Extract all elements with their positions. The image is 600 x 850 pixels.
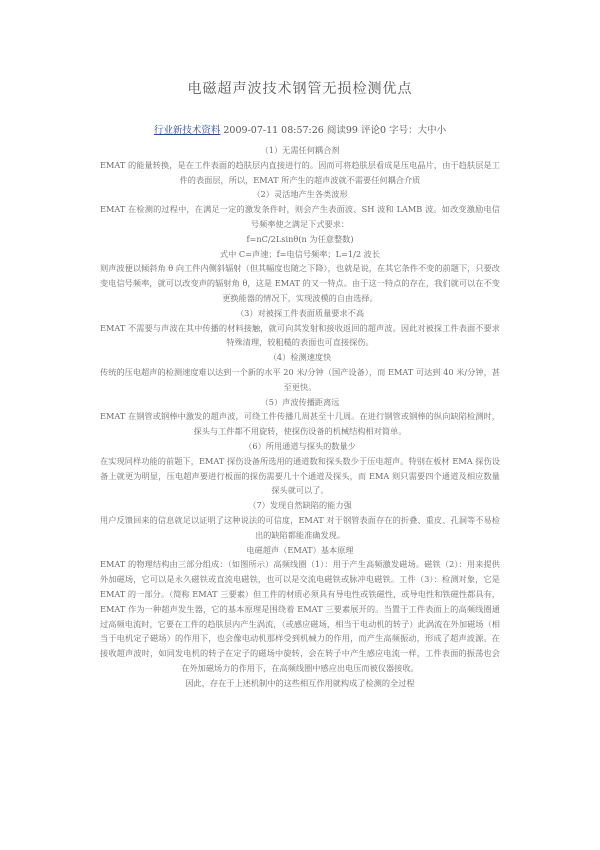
category-link[interactable]: 行业新技术资料	[153, 125, 221, 136]
paragraph-surface-quality: EMAT 不需要与声波在其中传播的材料接触，就可向其发射和接收返回的超声波。因此对被探工件表面不要求特殊清理，较粗糙的表面也可直接探伤。	[100, 322, 500, 348]
article-body	[100, 143, 500, 690]
post-datetime: 2009-07-11 08:57:26	[223, 125, 324, 136]
heading-wave-modes: （2）灵活地产生各类波形	[252, 189, 348, 200]
paragraph-defects: 用户反馈回来的信息就足以证明了这种说法的可信度，EMAT 对于钢管表面存在的折叠、重皮、孔洞等不易检出的缺陷都能准确发现。	[100, 514, 500, 540]
font-size-small[interactable]: 小	[436, 125, 447, 136]
heading-speed: （4）检测速度快	[268, 352, 332, 363]
formula: f=nC/2Lsinθ(n 为任意整数)	[246, 233, 354, 244]
paragraph-wave-modes: EMAT 在检测的过程中，在满足一定的激发条件时，则会产生表面波、SH 波和 LAMB 波。如改变激励电信号频率使之满足下式要求：	[100, 204, 500, 229]
article-meta	[0, 122, 600, 136]
read-count: 阅读99	[326, 125, 358, 136]
comment-count: 评论0	[361, 125, 387, 136]
heading-distance: （5）声波传播距离远	[260, 396, 340, 407]
font-size-label: 字号：	[389, 125, 418, 136]
paragraph-speed: 传统的压电超声的检测速度难以达到一个新的水平 20 米/分钟（国产设备），而 EMAT 可达到 40 米/分钟，甚至更快。	[100, 366, 500, 392]
paragraph-channels: 在实现同样功能的前题下，EMAT 探伤设备所选用的通道数和探头数少于压电超声。特别在板材 EMA 探伤设备上就更为明显，压电超声要进行板面的探伤需要几十个通道及探头，而 EMA 则只需要四个通道及相应数量探头就可以了。	[100, 455, 500, 496]
heading-no-couplant: （1）无需任何耦合剂	[260, 145, 340, 155]
heading-channels: （6）所用通道与探头的数量少	[244, 440, 356, 451]
heading-principle: 电磁超声（EMAT）基本原理	[246, 544, 354, 555]
paragraph-principle: EMAT 的物理结构由三部分组成：（如图所示）高频线圈（1）：用于产生高频激发磁场。磁铁（2）：用来提供外加磁场，它可以是永久磁铁或直流电磁铁，也可以是交流电磁铁或脉冲电磁铁。工件（3）：检测对象，它是 EMAT 的一部分。（简称 EMAT 三要素）但工件的材质必须具有导电性或铁磁性，或导电性和铁磁性都具有，EMAT 作为一种超声发生器，它的基本原理是围绕着 EMAT 三要素展开的。当置于工件表面上的高频线圈通过高频电流时，它要在工件的趋肤层内产生涡流，（或感应磁场，相当于电动机的转子）此涡流在外加磁场（相当于电机定子磁场）的作用下，也会像电动机那样受到机械力的作用，而产生高频振动，形成了超声波源。在接收超声波时，如同发电机的转子在定子的磁场中旋转，会在转子中产生感应电流一样，工件表面的振荡也会在外加磁场力的作用下，在高频线圈中感应出电压而被仪器接收。	[100, 559, 500, 673]
heading-surface-quality: （3）对被探工件表面质量要求不高	[235, 307, 365, 318]
paragraph-radiation-angle: 则声波便以倾斜角 θ 向工件内侧斜辐射（但其幅度也随之下降），也就是说，在其它条件不变的前题下，只要改变电信号频率，就可以改变声的辐射角 θ，这是 EMAT 的又一特点。由于这一特点的存在，我们就可以在不变更换能器的情况下，实现波模的自由选择。	[100, 263, 500, 303]
paragraph-distance: EMAT 在钢管或钢棒中激发的超声波，可绕工件传播几周甚至十几周。在进行钢管或钢棒的纵向缺陷检测时，探头与工件都不用旋转，使探伤设备的机械结构相对简单。	[100, 411, 500, 437]
font-size-medium[interactable]: 中	[427, 125, 437, 136]
article-title: 电磁超声波技术钢管无损检测优点	[187, 81, 413, 97]
heading-defects: （7）发现自然缺陷的能力强	[248, 500, 352, 511]
paragraph-no-couplant: EMAT 的能量转换，是在工件表面的趋肤层内直接进行的。因而可将趋肤层看成是压电晶片，由于趋肤层是工件的表面层，所以，EMAT 所产生的超声波就不需要任何耦合介质	[100, 159, 500, 185]
formula-legend: 式中 C=声速；f=电信号频率；L=1/2 波长	[219, 248, 381, 259]
font-size-large[interactable]: 大	[417, 125, 428, 136]
paragraph-conclusion: 因此，存在于上述机制中的这些相互作用就构成了检测的全过程	[185, 677, 415, 688]
